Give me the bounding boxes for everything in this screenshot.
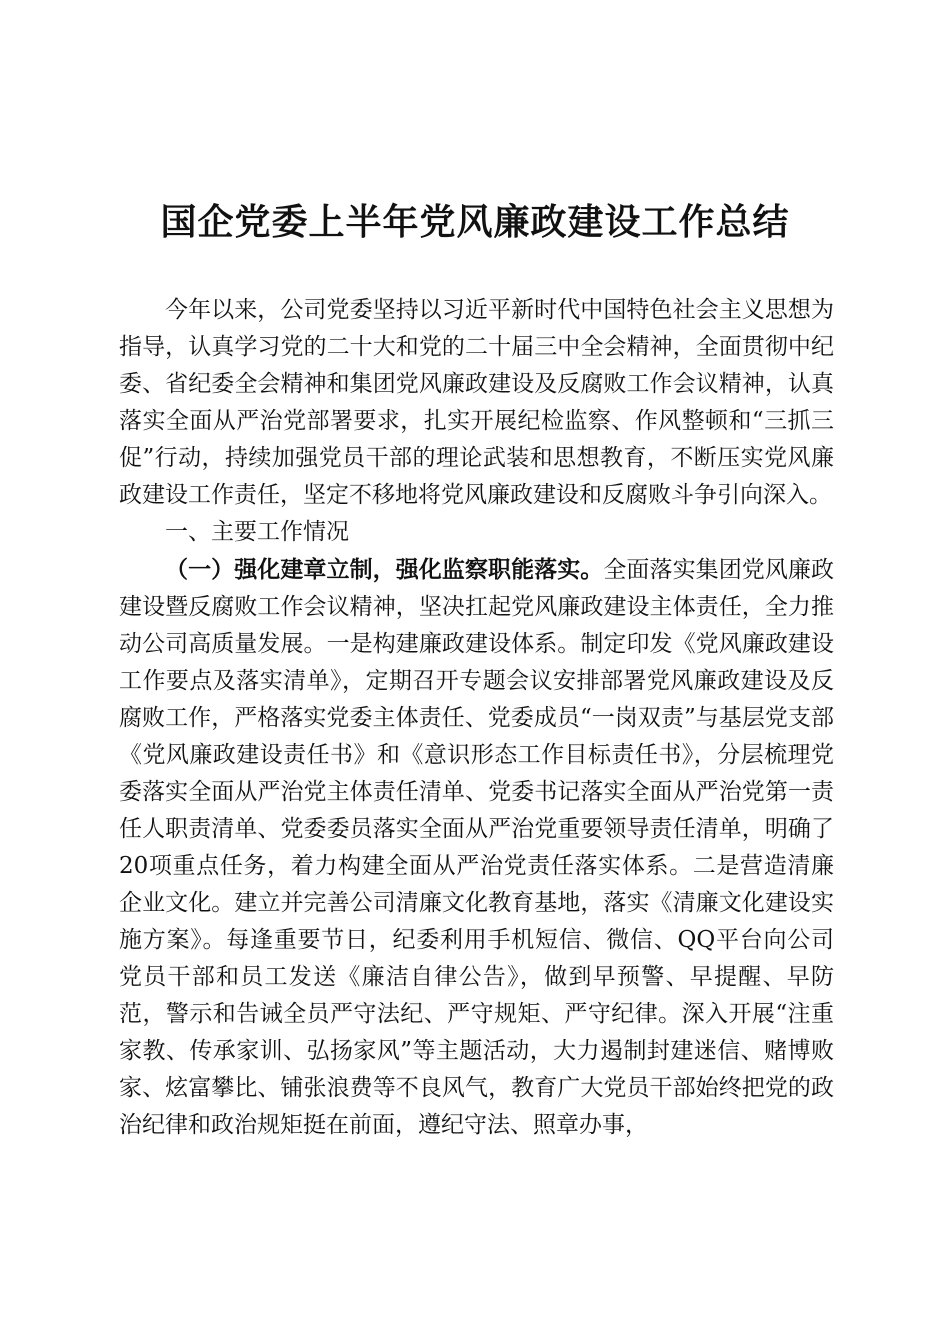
intro-paragraph: 今年以来，公司党委坚持以习近平新时代中国特色社会主义思想为指导，认真学习党的二十大和党的二十届三中全会精神，全面贯彻中纪委、省纪委全会精神和集团党风廉政建设及反腐败工作会议精神，认真落实全面从严治党部署要求，扎实开展纪检监察、作风整顿和“三抓三促”行动，持续加强党员干部的理论武装和思想教育，不断压实党风廉政建设工作责任，坚定不移地将党风廉政建设和反腐败斗争引向深入。 <box>119 297 834 508</box>
document-body <box>119 292 834 1144</box>
subsection-lead: （一）强化建章立制，强化监察职能落实。 <box>165 556 604 583</box>
section-heading: 一、主要工作情况 <box>165 519 349 545</box>
subsection-paragraph <box>119 551 834 1144</box>
subsection-text: 全面落实集团党风廉政建设暨反腐败工作会议精神，坚决扛起党风廉政建设主体责任，全力推动公司高质量发展。一是构建廉政建设体系。制定印发《党风廉政建设工作要点及落实清单》，定期召开专题会议安排部署党风廉政建设及反腐败工作，严格落实党委主体责任、党委成员“一岗双责”与基层党支部《党风廉政建设责任书》和《意识形态工作目标责任书》，分层梳理党委落实全面从严治党主体责任清单、党委书记落实全面从严治党第一责任人职责清单、党委委员落实全面从严治党重要领导责任清单，明确了20项重点任务，着力构建全面从严治党责任落实体系。二是营造清廉企业文化。建立并完善公司清廉文化教育基地，落实《清廉文化建设实施方案》。每逢重要节日，纪委利用手机短信、微信、QQ平台向公司党员干部和员工发送《廉洁自律公告》，做到早预警、早提醒、早防范，警示和告诫全员严守法纪、严守规矩、严守纪律。深入开展“注重家教、传承家训、弘扬家风”等主题活动，大力遏制封建迷信、赌博败家、炫富攀比、铺张浪费等不良风气，教育广大党员干部始终把党的政治纪律和政治规矩挺在前面，遵纪守法、照章办事， <box>119 557 835 1138</box>
document-title: 国企党委上半年党风廉政建设工作总结 <box>160 201 790 243</box>
